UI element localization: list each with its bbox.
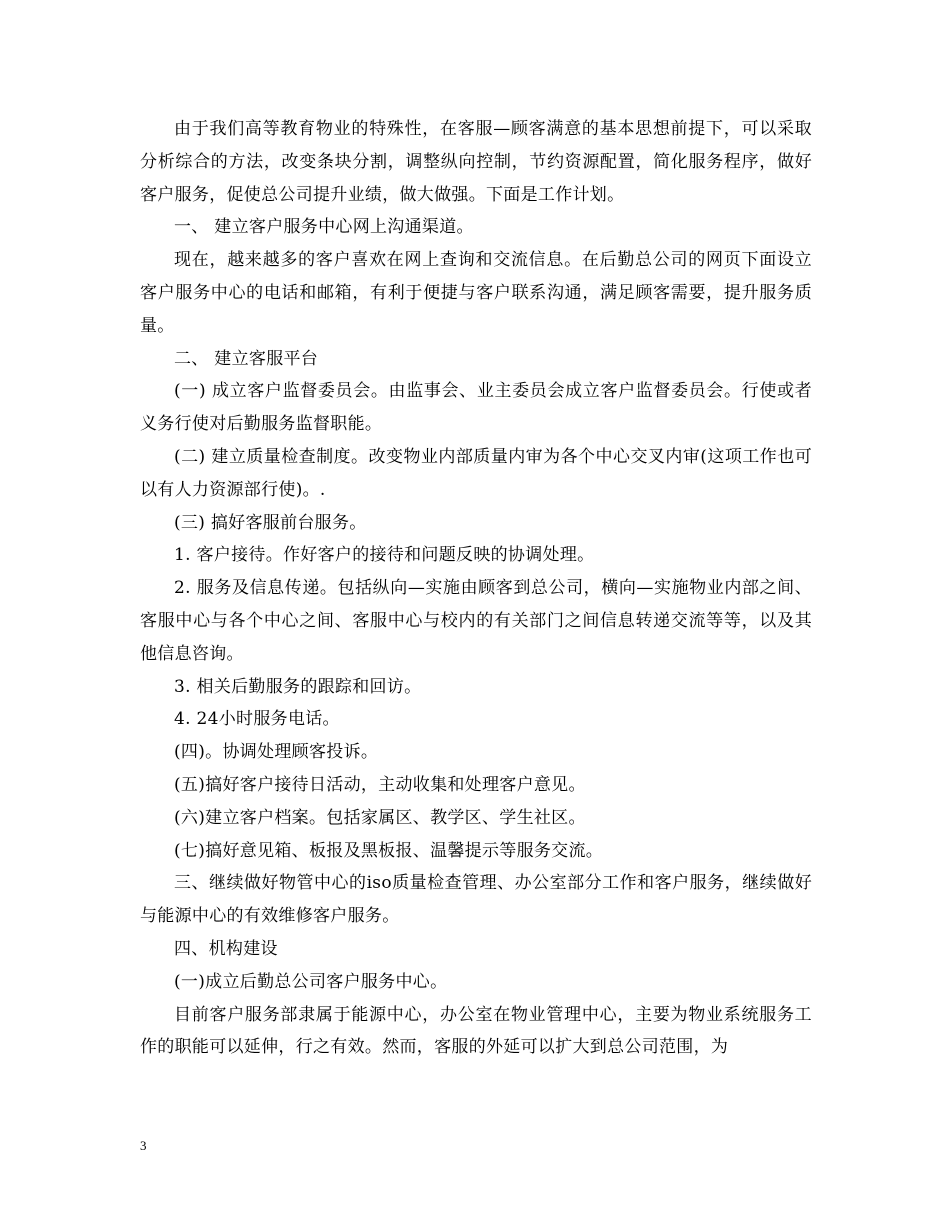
heading-section-4: 四、机构建设 — [174, 938, 278, 959]
list-item-reception: 1. 客户接待。作好客户的接待和问题反映的协调处理。 — [174, 545, 595, 566]
list-item-hotline: 4. 24小时服务电话。 — [174, 709, 340, 730]
paragraph-reception-day: (五)搞好客户接待日活动，主动收集和处理客户意见。 — [174, 774, 586, 795]
heading-section-3: 三、继续做好物管中心的iso质量检查管理、办公室部分工作和客户服务，继续做好与能源中心的有效维修客户服务。 — [140, 873, 812, 927]
paragraph-complaints: (四)。协调处理顾客投诉。 — [174, 742, 379, 763]
paragraph-quality-inspection: (二) 建立质量检查制度。改变物业内部质量内审为各个中心交叉内审(这项工作也可以有人力资源部行使)。. — [140, 446, 812, 500]
paragraph-supervision-committee: (一) 成立客户监督委员会。由监事会、业主委员会成立客户监督委员会。行使或者义务行使对后勤服务监督职能。 — [140, 381, 812, 435]
paragraph-service-center: (一)成立后勤总公司客户服务中心。 — [174, 971, 448, 992]
page-number: 3 — [140, 1138, 147, 1153]
paragraph-suggestion-box: (七)搞好意见箱、板报及黑板报、温馨提示等服务交流。 — [174, 840, 604, 861]
list-item-follow-up: 3. 相关后勤服务的跟踪和回访。 — [174, 676, 422, 697]
heading-section-1: 一、 建立客户服务中心网上沟通渠道。 — [174, 217, 474, 238]
paragraph-online-channel: 现在，越来越多的客户喜欢在网上查询和交流信息。在后勤总公司的网页下面设立客户服务中心的电话和邮箱，有利于便捷与客户联系沟通，满足顾客需要，提升服务质量。 — [140, 250, 812, 336]
paragraph-current-status: 目前客户服务部隶属于能源中心，办公室在物业管理中心，主要为物业系统服务工作的职能可以延伸，行之有效。然而，客服的外延可以扩大到总公司范围，为 — [140, 1004, 812, 1058]
paragraph-intro: 由于我们高等教育物业的特殊性，在客服—顾客满意的基本思想前提下，可以采取分析综合的方法，改变条块分割，调整纵向控制，节约资源配置，简化服务程序，做好客户服务，促使总公司提升业绩，做大做强。下面是工作计划。 — [140, 119, 812, 205]
list-item-information-transfer: 2. 服务及信息传递。包括纵向—实施由顾客到总公司，横向—实施物业内部之间、客服中心与各个中心之间、客服中心与校内的有关部门之间信息转递交流等等，以及其他信息咨询。 — [140, 578, 812, 664]
paragraph-customer-files: (六)建立客户档案。包括家属区、教学区、学生社区。 — [174, 807, 586, 828]
paragraph-front-desk: (三) 搞好客服前台服务。 — [174, 512, 367, 533]
heading-section-2: 二、 建立客服平台 — [174, 348, 319, 369]
document-body — [140, 113, 812, 1064]
